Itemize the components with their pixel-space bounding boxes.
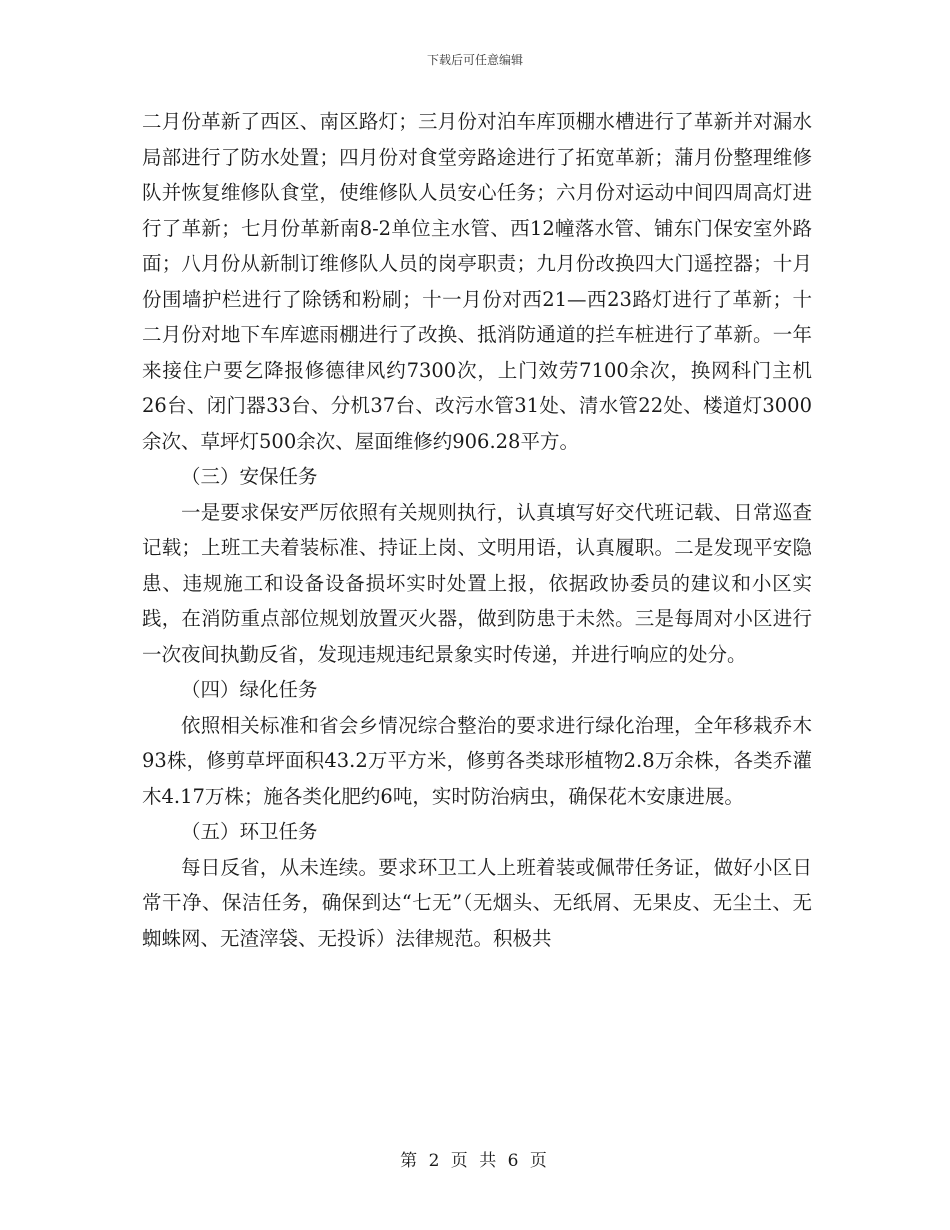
page-footer: 第 2 页 共 6 页: [400, 1151, 550, 1171]
document-body: [142, 104, 812, 956]
page-header: 下载后可任意编辑: [426, 53, 523, 67]
section-heading-sanitation: （五）环卫任务: [181, 820, 318, 843]
section-heading-security: （三）安保任务: [181, 465, 318, 488]
paragraph-repairs: 二月份革新了西区、南区路灯；三月份对泊车库顶棚水槽进行了革新并对漏水局部进行了防水处置；四月份对食堂旁路途进行了拓宽革新；蒲月份整理维修队并恢复维修队食堂，使维修队人员安心任务；六月份对运动中间四周高灯进行了革新；七月份革新南8-2单位主水管、西12幢落水管、铺东门保安室外路面；八月份从新制订维修队人员的岗亭职责；九月份改换四大门遥控器；十月份围墙护栏进行了除锈和粉刷；十一月份对西21—西23路灯进行了革新；十二月份对地下车库遮雨棚进行了改换、抵消防通道的拦车桩进行了革新。一年来接住户要乞降报修德律风约7300次，上门效劳7100余次，换网科门主机26台、闭门器33台、分机37台、改污水管31处、清水管22处、楼道灯3000余次、草坪灯500余次、屋面维修约906.28平方。: [142, 110, 812, 453]
paragraph-greening: 依照相关标准和省会乡情况综合整治的要求进行绿化治理，全年移栽乔木93株，修剪草坪面积43.2万平方米，修剪各类球形植物2.8万余株，各类乔灌木4.17万株；施各类化肥约6吨，实时防治病虫，确保花木安康进展。: [142, 713, 812, 808]
section-heading-greening: （四）绿化任务: [181, 678, 318, 701]
paragraph-security: 一是要求保安严厉依照有关规则执行，认真填写好交代班记载、日常巡查记载；上班工夫着装标准、持证上岗、文明用语，认真履职。二是发现平安隐患、违规施工和设备设备损坏实时处置上报，依据政协委员的建议和小区实践，在消防重点部位规划放置灭火器，做到防患于未然。三是每周对小区进行一次夜间执勤反省，发现违规违纪景象实时传递，并进行响应的处分。: [142, 500, 812, 666]
paragraph-sanitation: 每日反省，从未连续。要求环卫工人上班着装或佩带任务证，做好小区日常干净、保洁任务，确保到达“七无”（无烟头、无纸屑、无果皮、无尘土、无蜘蛛网、无渣滓袋、无投诉）法律规范。积极共: [142, 855, 812, 950]
